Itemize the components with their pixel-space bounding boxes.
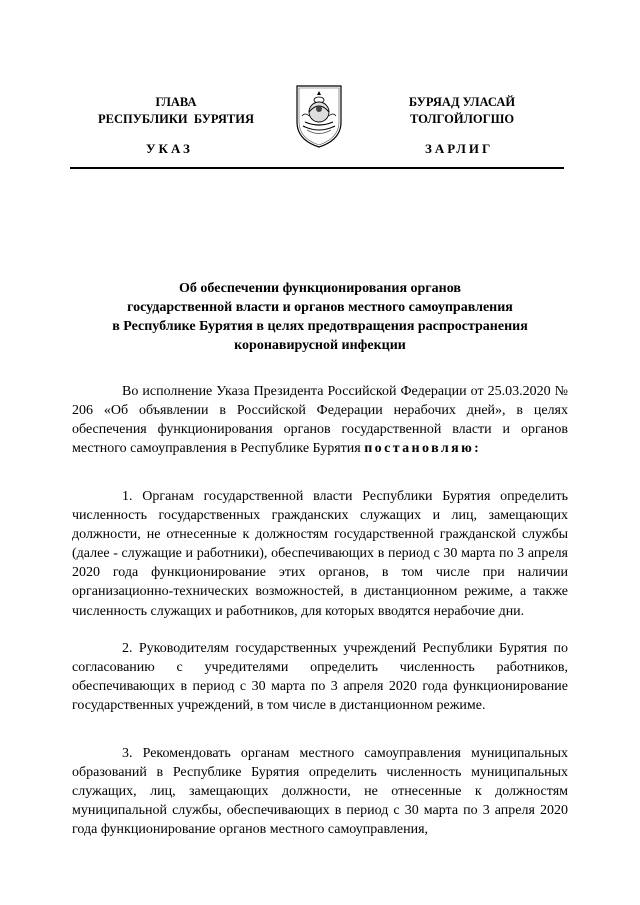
coat-of-arms-icon	[293, 82, 345, 150]
title-line: государственной власти и органов местного самоуправления	[127, 300, 513, 315]
header-left	[78, 94, 274, 128]
header-left-line2: РЕСПУБЛИКИ БУРЯТИЯ	[97, 112, 255, 126]
paragraph-1: 1. Органам государственной власти Республики Бурятия определить численность государственных гражданских служащих и лиц, замещающих должности, не отнесенные к должностям государственной гражданской службы (далее - служащие и работники), обеспечивающих в период с 30 марта по 3 апреля 2020 года функционирование этих органов, в том числе при наличии организационно-технических возможностей, в дистанционном режиме, а также численность служащих и работников, для которых вводятся нерабочие дни.	[72, 489, 568, 619]
document-title	[74, 279, 566, 355]
paragraph-2: 2. Руководителям государственных учреждений Республики Бурятия по согласованию с учредителями определить численность работников, обеспечивающих в период с 30 марта по 3 апреля 2020 года функционирование государственных учреждений, в том числе в дистанционном режиме.	[72, 641, 568, 714]
preamble-paragraph	[72, 382, 568, 458]
title-line: в Республике Бурятия в целях предотвращения распространения	[112, 319, 528, 334]
decree-label-left: УКАЗ	[146, 141, 193, 156]
paragraph-3: 3. Рекомендовать органам местного самоуправления муниципальных образований в Республике Бурятия определить численность муниципальных служащих, лиц, замещающих должности, не отнесенные к должностям муниципальной службы, обеспечивающих в период с 30 марта по 3 апреля 2020 года функционирование органов местного самоуправления,	[72, 746, 568, 838]
header-divider	[70, 167, 564, 169]
decree-word: постановляю:	[364, 441, 482, 457]
header-right	[382, 94, 542, 128]
header-right-line1: БУРЯАД УЛАСАЙ	[408, 95, 516, 109]
title-line: Об обеспечении функционирования органов	[179, 281, 461, 296]
preamble-text: Во исполнение Указа Президента Российской Федерации от 25.03.2020 № 206 «Об объявлении в Российской Федерации нерабочих дней», в целях обеспечения функционирования органов государственной власти и органов местного самоуправления в Республике Бурятия	[72, 384, 568, 457]
header-right-line2: ТОЛГОЙЛОГШО	[409, 112, 515, 126]
title-line: коронавирусной инфекции	[234, 338, 406, 353]
decree-label-right: ЗАРЛИГ	[425, 141, 494, 156]
header-left-line1: ГЛАВА	[155, 95, 197, 109]
